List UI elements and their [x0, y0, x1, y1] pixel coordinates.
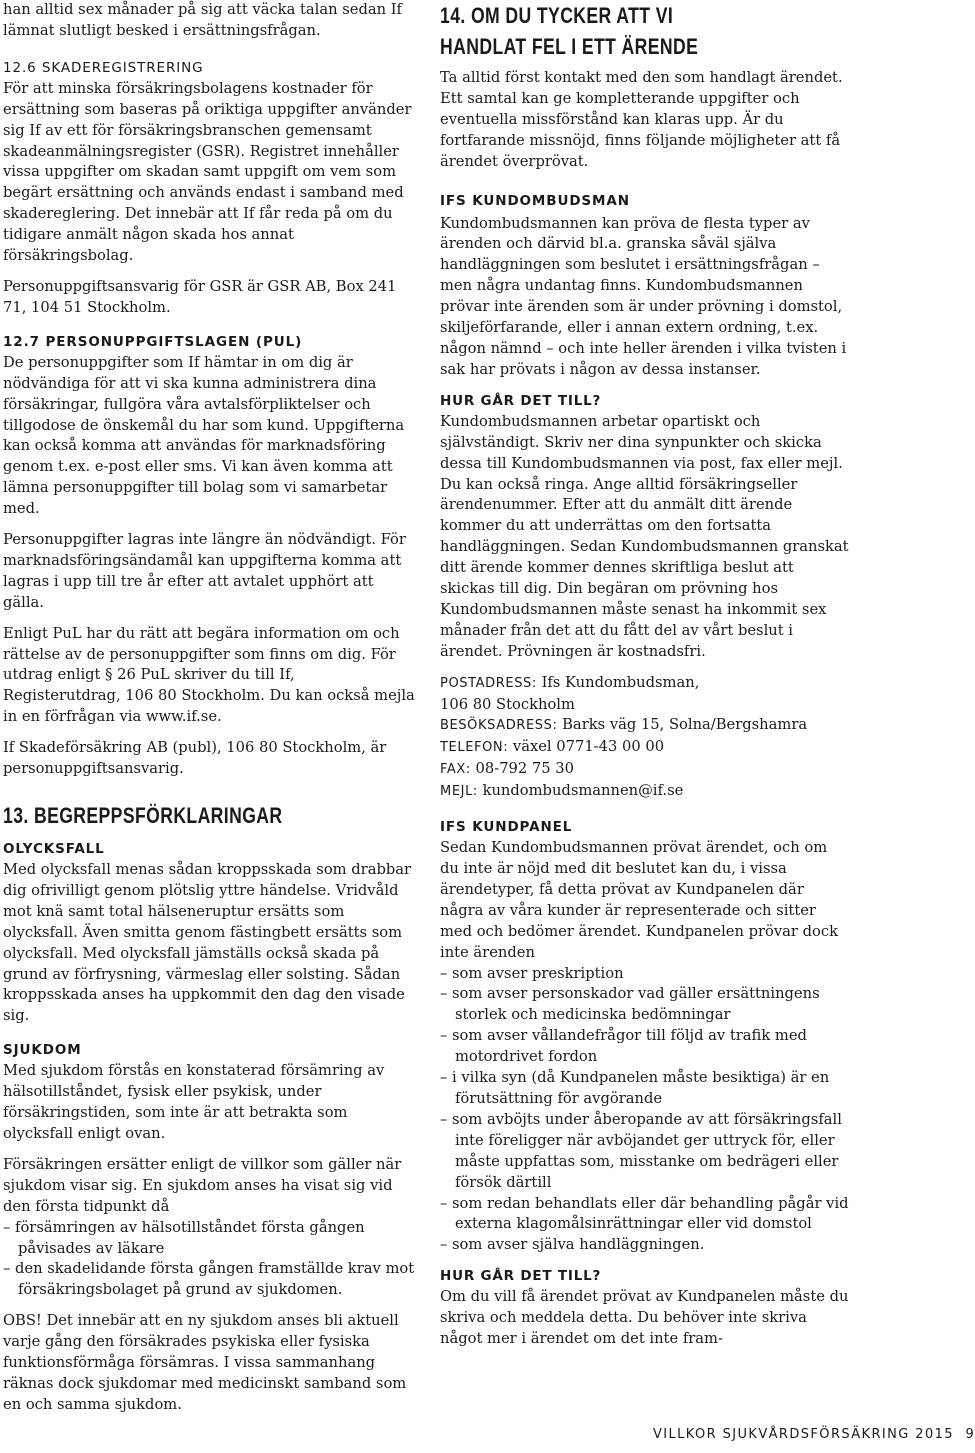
besoksadress-label: BESÖKSADRESS: [440, 718, 558, 734]
left-column [3, 0, 415, 1416]
section-12-6-paragraph-1: För att minska försäkringsbolagens kostnader för ersättning som baseras på oriktiga uppgifter använder sig If av ett för försäkringsbranschen gemensamt skadeanmälningsregister (GSR). Registret innehåller vissa uppgifter om skadan samt uppgift om vem som begärt ersättning och används endast i samband med skadereglering. Det innebär att If får reda på om du tidigare anmält någon skada hos annat försäkringsbolag. [3, 79, 412, 265]
list-item: – som avser vållandefrågor till följd av trafik med motordrivet fordon [440, 1027, 807, 1066]
kundpanel-list [440, 964, 850, 1257]
olycksfall-paragraph: Med olycksfall menas sådan kroppsskada som drabbar dig ofrivilligt genom plötslig yttre händelse. Vridvåld mot knä samt total hälseneruptur ersätts som olycksfall. Även smitta genom fästingbett ersätts som olycksfall. Med olycksfall jämställs också skada på grund av förfrysning, värmeslag eller solsting. Sådan kroppsskada anses ha uppkommit den dag den visade sig. [3, 861, 412, 1025]
section-14-heading-line-2: HANDLAT FEL I ETT ÄRENDE [440, 34, 699, 59]
contact-block [440, 673, 850, 803]
list-item: – försämringen av hälsotillståndet första gången påvisades av läkare [3, 1218, 365, 1257]
list-item: – som redan behandlats eller där behandling pågår vid externa klagomålsinrättningar eller vid domstol [440, 1194, 849, 1233]
section-14-paragraph: Ta alltid först kontakt med den som handlagt ärendet. Ett samtal kan ge kompletterande uppgifter och eventuella missförstånd kan klaras upp. Är du fortfarande missnöjd, finns följande möjligheter att få ärendet överprövat. [440, 69, 843, 170]
fax-line [440, 759, 850, 781]
page-footer [653, 1427, 975, 1442]
section-12-7-paragraph-1: De personuppgifter som If hämtar in om dig är nödvändiga för att vi ska kunna administrera dina försäkringar, fullgöra våra avtalsförpliktelser och tillgodose de önskemål du har som kund. Uppgifterna kan också komma att användas för marknadsföring genom t.ex. e-post eller sms. Vi kan även komma att lämna personuppgifter till bolag som vi samarbetar med. [3, 353, 405, 518]
section-12-6-paragraph-2: Personuppgiftsansvarig för GSR är GSR AB, Box 241 71, 104 51 Stockholm. [3, 277, 397, 316]
footer-title: VILLKOR SJUKVÅRDSFÖRSÄKRING 2015 [653, 1427, 954, 1442]
section-12-7-paragraph-2: Personuppgifter lagras inte längre än nödvändigt. För marknadsföringsändamål kan uppgifterna komma att lagras i upp till tre år efter att avtalet upphört att gälla. [3, 531, 406, 611]
intro-paragraph: han alltid sex månader på sig att väcka talan sedan If lämnat slutligt besked i ersättningsfrågan. [3, 1, 402, 39]
section-12-7-paragraph-3: Enligt PuL har du rätt att begära information om och rättelse av de personuppgifter som finns om dig. För utdrag enligt § 26 PuL skriver du till If, Registerutdrag, 106 80 Stockholm. Du kan också mejla in en förfrågan via www.if.se. [3, 624, 415, 726]
list-item: – som avser personskador vad gäller ersättningens storlek och medicinska bedömningar [440, 985, 820, 1024]
kundombudsman-how-heading: HUR GÅR DET TILL? [440, 392, 602, 409]
list-item: – som avser själva handläggningen. [440, 1236, 705, 1254]
telefon-label: TELEFON: [440, 740, 509, 756]
kundpanel-paragraph-2: Om du vill få ärendet prövat av Kundpanelen måste du skriva och meddela detta. Du behöver inte skriva något mer i ärendet om det inte fram- [440, 1288, 849, 1348]
olycksfall-heading: OLYCKSFALL [3, 841, 105, 857]
page-number: 9 [965, 1427, 975, 1442]
postadress-label: POSTADRESS: [440, 675, 537, 691]
fax-value: 08-792 75 30 [475, 760, 574, 778]
kundombudsman-paragraph-2: Kundombudsmannen arbetar opartiskt och självständigt. Skriv ner dina synpunkter och skicka dessa till Kundombudsmannen via post, fax eller mejl. Du kan också ringa. Ange alltid försäkringseller ärendenummer. Efter att du anmält ditt ärende kommer du att underrättas om den fortsatta handläggningen. Sedan Kundombudsmannen granskat ditt ärende kommer dennes skriftliga beslut att skickas till dig. Din begäran om prövning hos Kundombudsmannen måste senast ha inkommit sex månader från det att du fått del av vårt beslut i ärendet. Prövningen är kostnadsfri. [440, 412, 849, 660]
section-14-heading-line-1: 14. OM DU TYCKER ATT VI [440, 3, 674, 28]
sjukdom-paragraph-1: Med sjukdom förstås en konstaterad försämring av hälsotillståndet, fysisk eller psykisk, under försäkringstiden, som inte är att betrakta som olycksfall enligt ovan. [3, 1062, 385, 1142]
sjukdom-heading: SJUKDOM [3, 1042, 82, 1059]
list-item: – i vilka syn (då Kundpanelen måste besiktiga) är en förutsättning för avgörande [440, 1069, 830, 1107]
right-column [440, 0, 850, 1350]
section-12-7-paragraph-4: If Skadeförsäkring AB (publ), 106 80 Stockholm, är personuppgiftsansvarig. [3, 739, 387, 778]
sjukdom-paragraph-3: OBS! Det innebär att en ny sjukdom anses bli aktuell varje gång den försäkrades psykiska eller fysiska funktionsförmåga försämras. I vissa sammanhang räknas dock sjukdomar med medicinskt samband som en och samma sjukdom. [3, 1312, 407, 1413]
postadress-line [440, 673, 850, 695]
besoksadress-line [440, 715, 850, 737]
section-14-heading [440, 0, 850, 62]
section-12-6-heading: 12.6 SKADEREGISTRERING [3, 59, 204, 76]
telefon-line [440, 737, 850, 759]
section-13-heading: 13. BEGREPPSFÖRKLARINGAR [3, 803, 283, 828]
kundpanel-paragraph-1: Sedan Kundombudsmannen prövat ärendet, och om du inte är nöjd med dit beslutet kan du, i vissa ärendetyper, få detta prövat av Kundpanelen där några av våra kunder är representerade och sitter med och bedömer ärendet. Kundpanelen prövar dock inte ärenden [440, 839, 838, 961]
besoksadress-value: Barks väg 15, Solna/Bergshamra [562, 716, 808, 734]
section-12-7-heading: 12.7 PERSONUPPGIFTSLAGEN (PUL) [3, 333, 303, 350]
list-item: – den skadelidande första gången framställde krav mot försäkringsbolaget på grund av sjukdomen. [3, 1260, 415, 1299]
list-item: – som avser preskription [440, 964, 624, 982]
postadress-line-2: 106 80 Stockholm [440, 695, 575, 713]
list-item: – som avböjts under åberopande av att försäkringsfall inte föreligger när avböjandet ger uttryck för, eller måste uppfattas som, misstanke om bedrägeri eller försök därtill [440, 1110, 842, 1191]
fax-label: FAX: [440, 762, 471, 778]
kundpanel-how-heading: HUR GÅR DET TILL? [440, 1268, 602, 1285]
sjukdom-list [3, 1218, 415, 1302]
mejl-value: kundombudsmannen@if.se [482, 782, 684, 800]
sjukdom-paragraph-2: Försäkringen ersätter enligt de villkor som gäller när sjukdom visar sig. En sjukdom anses ha visat sig vid den första tidpunkt då [3, 1155, 402, 1215]
kundombudsman-paragraph-1: Kundombudsmannen kan pröva de flesta typer av ärenden och därvid bl.a. granska såväl själva handläggningen som beslutet i ersättningsfrågan – men några undantag finns. Kundombudsmannen prövar inte ärenden som är under prövning i domstol, skiljeförfarande, eller i annan extern ordning, t.ex. någon nämnd – och inte heller ärenden i vilka tvisten i sak har prövats i någon av dessa instanser. [440, 214, 847, 378]
kundombudsman-heading: IFS KUNDOMBUDSMAN [440, 192, 630, 209]
mejl-line [440, 781, 850, 803]
mejl-label: MEJL: [440, 784, 478, 800]
telefon-value: växel 0771-43 00 00 [512, 738, 665, 756]
kundpanel-heading: IFS KUNDPANEL [440, 819, 573, 836]
postadress-value: Ifs Kundombudsman, [541, 673, 700, 691]
